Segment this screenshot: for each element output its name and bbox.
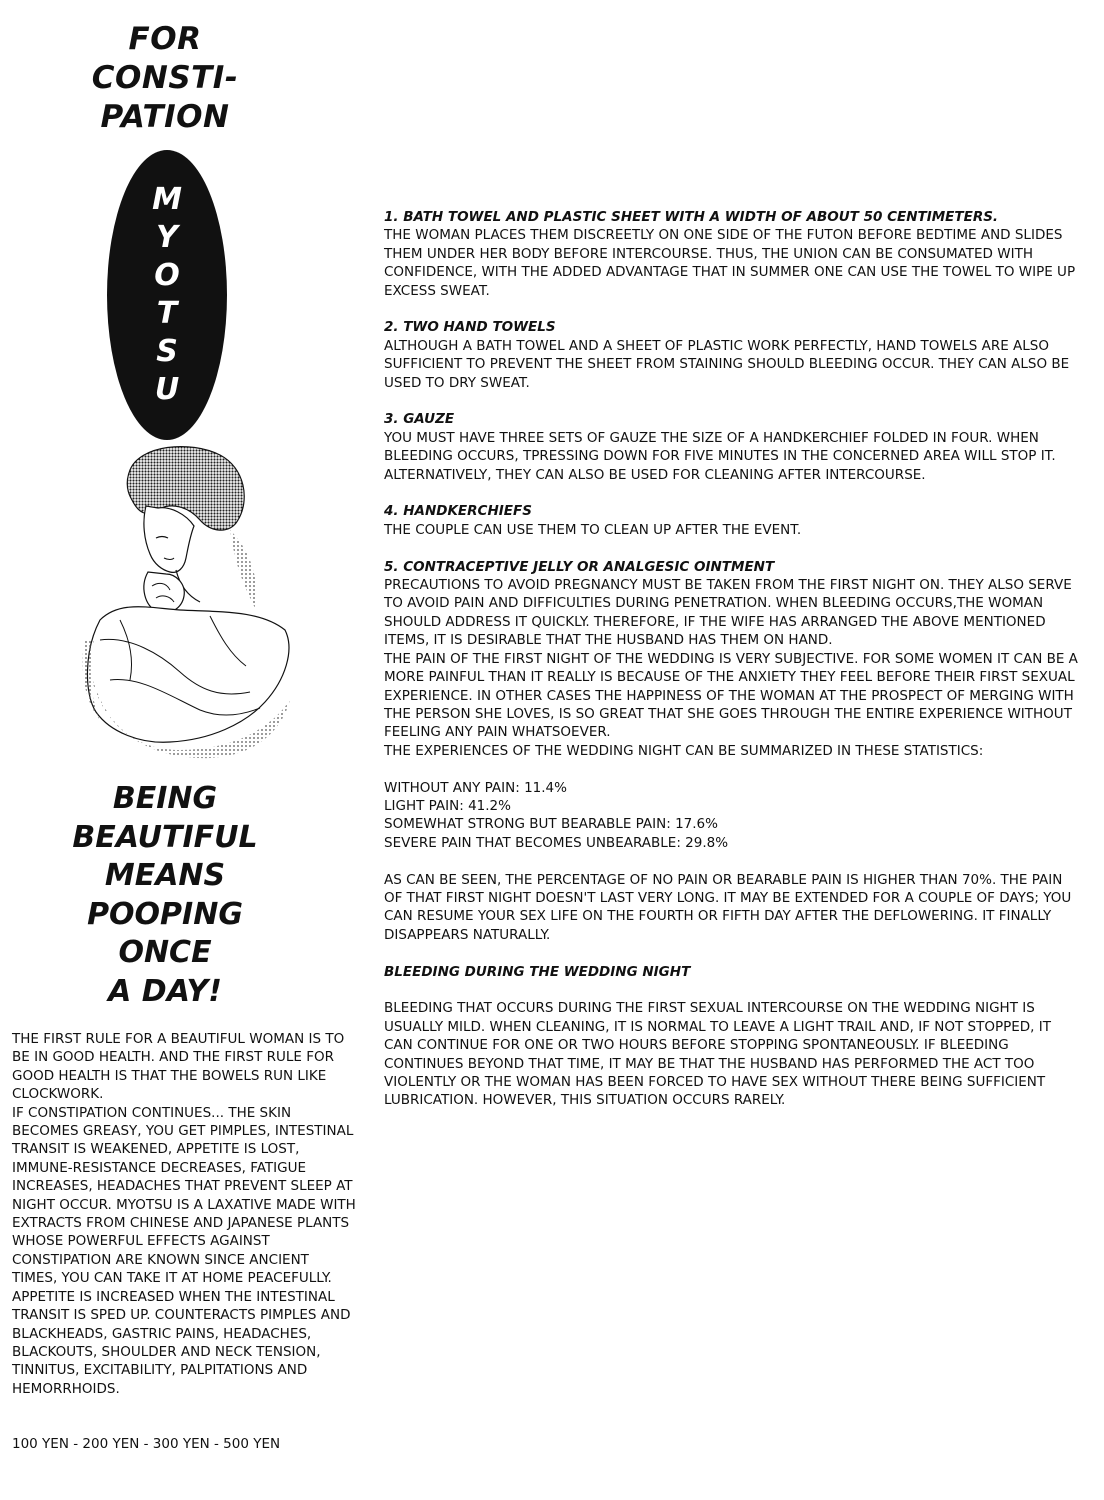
brand-letter: M: [152, 182, 182, 217]
stat-line: LIGHT PAIN: 41.2%: [384, 797, 511, 814]
bleeding-paragraph: BLEEDING THAT OCCURS DURING THE FIRST SEXUAL INTERCOURSE ON THE WEDDING NIGHT IS USUALLY MILD. WHEN CLEANING, IT IS NORMAL TO LEAVE A LIGHT TRAIL AND, IF NOT STOPPED, IT CAN CONTINUE FOR ONE OR TWO HOURS BEFORE STOPPING SPONTANEOUSLY. IF BLEEDING CONTINUES BEYOND THAT TIME, IT MAY BE THAT THE HUSBAND HAS PERFORMED THE ACT TOO VIOLENTLY OR THE WOMAN HAS BEEN FORCED TO HAVE SEX WITHOUT THERE BEING SUFFICIENT LUBRICATION. HOWEVER, THIS SITUATION OCCURS RARELY.: [384, 1000, 1051, 1109]
spacer: [384, 539, 1084, 557]
ad-slogan-line: A DAY!: [108, 973, 222, 1009]
woman-illustration: [60, 440, 300, 770]
brand-oval: [107, 150, 227, 440]
ad-prices: 100 YEN - 200 YEN - 300 YEN - 500 YEN: [12, 1436, 281, 1452]
spacer: [384, 852, 1084, 870]
brand-letter: Y: [156, 220, 178, 255]
ad-body: [12, 1030, 357, 1398]
spacer: [384, 981, 1084, 999]
stat-line: WITHOUT ANY PAIN: 11.4%: [384, 779, 567, 796]
ad-slogan-line: MEANS: [104, 858, 226, 893]
item-text: YOU MUST HAVE THREE SETS OF GAUZE THE SIZE OF A HANDKERCHIEF FOLDED IN FOUR. WHEN BLEEDING OCCURS, TPRESSING DOWN FOR FIVE MINUTES IN THE CONCERNED AREA WILL STOP IT. ALTERNATIVELY, THEY CAN ALSO BE USED FOR CLEANING AFTER INTERCOURSE.: [384, 429, 1056, 483]
item-text: PRECAUTIONS TO AVOID PREGNANCY MUST BE TAKEN FROM THE FIRST NIGHT ON. THEY ALSO SERVE TO AVOID PAIN AND DIFFICULTIES DURING PENETRATION. WHEN BLEEDING OCCURS,THE WOMAN SHOULD ADDRESS IT QUICKLY. THEREFORE, IF THE WIFE HAS ARRANGED THE ABOVE MENTIONED ITEMS, IT IS DESIRABLE THAT THE HUSBAND HAS THEM ON HAND.: [384, 577, 1072, 649]
spacer: [384, 484, 1084, 502]
spacer: [384, 300, 1084, 318]
ad-slogan-line: BEAUTIFUL: [72, 819, 258, 855]
item-heading: 1. BATH TOWEL AND PLASTIC SHEET WITH A WIDTH OF ABOUT 50 CENTIMETERS.: [384, 209, 999, 225]
spacer: [384, 944, 1084, 962]
ad-headline-line: PATION: [100, 99, 230, 135]
article: [384, 208, 1084, 1110]
item-heading: 4. HANDKERCHIEFS: [384, 503, 532, 520]
brand-letter: T: [156, 296, 178, 331]
ad-slogan-line: POOPING: [87, 896, 243, 932]
pain-paragraph: THE PAIN OF THE FIRST NIGHT OF THE WEDDING IS VERY SUBJECTIVE. FOR SOME WOMEN IT CAN BE A MORE PAINFUL THAN IT REALLY IS BECAUSE OF THE ANXIETY THEY FEEL BEFORE THEIR FIRST SEXUAL EXPERIENCE. IN OTHER CASES THE HAPPINESS OF THE WOMAN AT THE PROSPECT OF MERGING WITH THE PERSON SHE LOVES, IS SO GREAT THAT SHE GOES THROUGH THE ENTIRE EXPERIENCE WITHOUT FEELING ANY PAIN WHATSOEVER.: [384, 650, 1078, 741]
stats-intro: THE EXPERIENCES OF THE WEDDING NIGHT CAN BE SUMMARIZED IN THESE STATISTICS:: [384, 742, 984, 759]
ad-body-paragraph: THE FIRST RULE FOR A BEAUTIFUL WOMAN IS TO BE IN GOOD HEALTH. AND THE FIRST RULE FOR GOOD HEALTH IS THAT THE BOWELS RUN LIKE CLOCKWORK.: [12, 1031, 345, 1103]
item-text: ALTHOUGH A BATH TOWEL AND A SHEET OF PLASTIC WORK PERFECTLY, HAND TOWELS ARE ALSO SUFFICIENT TO PREVENT THE SHEET FROM STAINING SHOULD BLEEDING OCCUR. THEY CAN ALSO BE USED TO DRY SWEAT.: [384, 337, 1070, 391]
spacer: [384, 760, 1084, 778]
stat-line: SEVERE PAIN THAT BECOMES UNBEARABLE: 29.8%: [384, 834, 729, 851]
ad-slogan-line: ONCE: [118, 935, 212, 970]
item-heading: 3. GAUZE: [384, 411, 455, 428]
item-text: THE COUPLE CAN USE THEM TO CLEAN UP AFTER THE EVENT.: [384, 521, 802, 538]
brand-letter: O: [154, 258, 180, 293]
ad-slogan: [50, 780, 280, 1011]
ad-slogan-line: BEING: [112, 781, 218, 816]
brand-letter: S: [156, 334, 178, 369]
brand-letter: U: [154, 372, 180, 407]
ad-headline-line: FOR: [128, 21, 202, 57]
conclusion-paragraph: AS CAN BE SEEN, THE PERCENTAGE OF NO PAIN OR BEARABLE PAIN IS HIGHER THAN 70%. THE PAIN OF THAT FIRST NIGHT DOESN'T LAST VERY LONG. IT MAY BE EXTENDED FOR A COUPLE OF DAYS; YOU CAN RESUME YOUR SEX LIFE ON THE FOURTH OR FIFTH DAY AFTER THE DEFLOWERING. IT FINALLY DISAPPEARS NATURALLY.: [384, 871, 1072, 943]
bleeding-heading: BLEEDING DURING THE WEDDING NIGHT: [384, 963, 691, 980]
item-heading: 5. CONTRACEPTIVE JELLY OR ANALGESIC OINTMENT: [384, 558, 775, 575]
stat-line: SOMEWHAT STRONG BUT BEARABLE PAIN: 17.6%: [384, 816, 718, 833]
ad-body-paragraph: IF CONSTIPATION CONTINUES... THE SKIN BECOMES GREASY, YOU GET PIMPLES, INTESTINAL TRANSIT IS WEAKENED, APPETITE IS LOST, IMMUNE-RESISTANCE DECREASES, FATIGUE INCREASES, HEADACHES THAT PREVENT SLEEP AT NIGHT OCCUR. MYOTSU IS A LAXATIVE MADE WITH EXTRACTS FROM CHINESE AND JAPANESE PLANTS WHOSE POWERFUL EFFECTS AGAINST CONSTIPATION ARE KNOWN SINCE ANCIENT TIMES, YOU CAN TAKE IT AT HOME PEACEFULLY. APPETITE IS INCREASED WHEN THE INTESTINAL TRANSIT IS SPED UP. COUNTERACTS PIMPLES AND BLACKHEADS, GASTRIC PAINS, HEADACHES, BLACKOUTS, SHOULDER AND NECK TENSION, TINNITUS, EXCITABILITY, PALPITATIONS AND HEMORRHOIDS.: [12, 1104, 356, 1397]
ad-headline: [60, 20, 270, 137]
ad-headline-line: CONSTI-: [91, 60, 239, 96]
item-heading: 2. TWO HAND TOWELS: [384, 319, 556, 336]
spacer: [384, 392, 1084, 410]
item-text: THE WOMAN PLACES THEM DISCREETLY ON ONE SIDE OF THE FUTON BEFORE BEDTIME AND SLIDES THEM UNDER HER BODY BEFORE INTERCOURSE. THUS, THE UNION CAN BE CONSUMATED WITH CONFIDENCE, WITH THE ADDED ADVANTAGE THAT IN SUMMER ONE CAN USE THE TOWEL TO WIPE UP EXCESS SWEAT.: [384, 227, 1076, 299]
